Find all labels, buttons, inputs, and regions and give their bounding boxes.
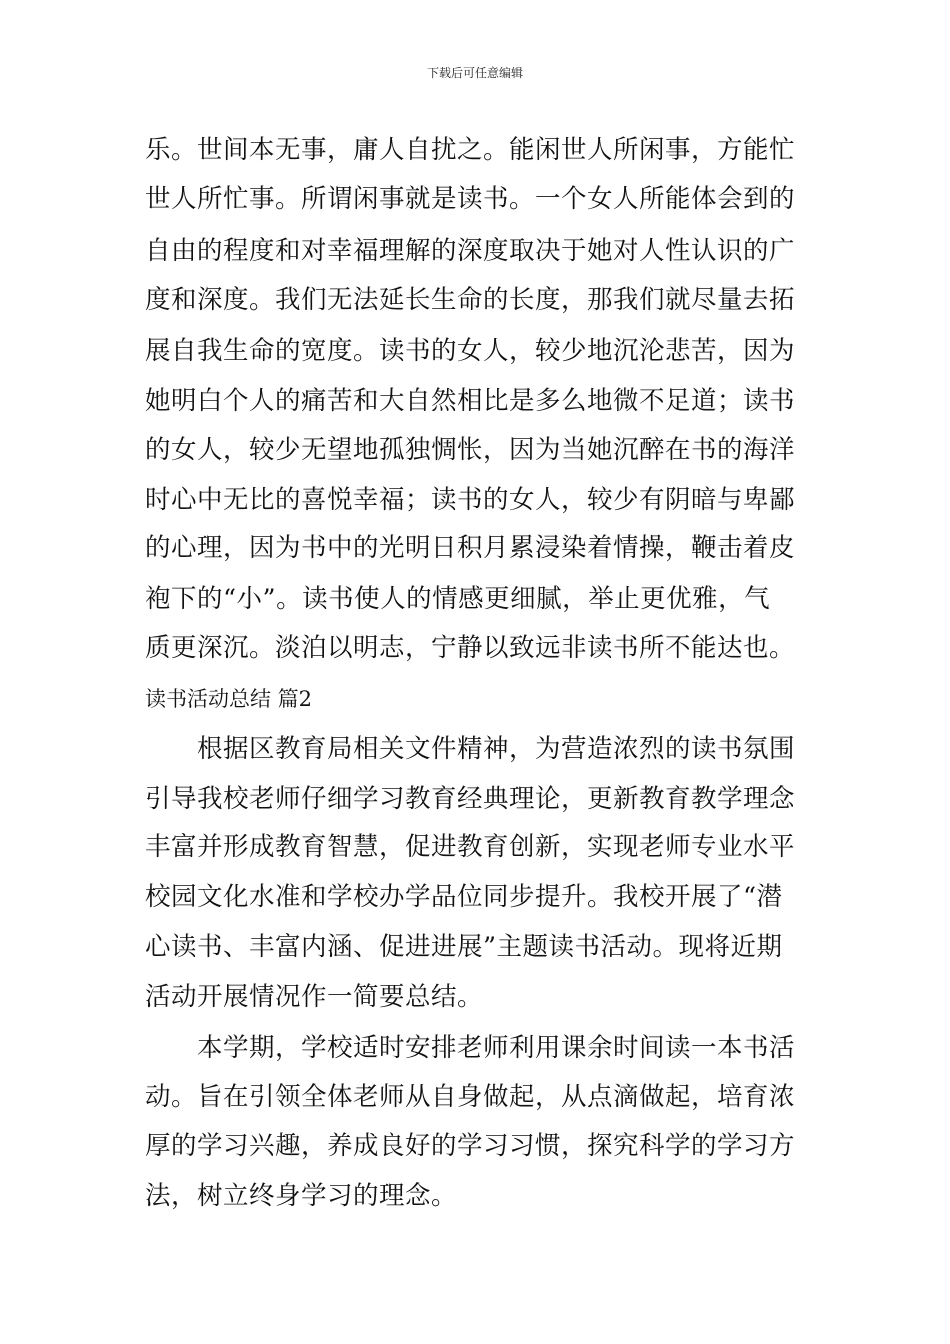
text-line: 丰富并形成教育智慧，促进教育创新，实现老师专业水平 (145, 832, 796, 862)
text-line: 她明白个人的痛苦和大自然相比是多么地微不足道；读书 (145, 386, 796, 416)
text-line: 袍下的“小”。读书使人的情感更细腻，举止更优雅，气 (145, 584, 771, 614)
page-header: 下载后可任意编辑 (426, 66, 523, 80)
text-line: 世人所忙事。所谓闲事就是读书。一个女人所能体会到的 (145, 184, 796, 214)
text-line: 活动开展情况作一简要总结。 (145, 982, 484, 1012)
text-line: 自由的程度和对幸福理解的深度取决于她对人性认识的广 (145, 236, 796, 266)
text-line: 厚的学习兴趣，养成良好的学习习惯，探究科学的学习方 (145, 1131, 796, 1161)
text-line: 心读书、丰富内涵、促进进展”主题读书活动。现将近期 (145, 932, 783, 962)
text-line: 度和深度。我们无法延长生命的长度，那我们就尽量去拓 (145, 285, 796, 315)
text-line: 引导我校老师仔细学习教育经典理论，更新教育教学理念 (145, 784, 796, 814)
text-line: 时心中无比的喜悦幸福；读书的女人，较少有阴暗与卑鄙 (145, 485, 796, 515)
text-line: 校园文化水准和学校办学品位同步提升。我校开展了“潜 (145, 882, 783, 912)
text-line: 的女人，较少无望地孤独惆怅，因为当她沉醉在书的海洋 (145, 435, 796, 465)
section-heading: 读书活动总结 篇2 (145, 687, 313, 711)
text-line: 乐。世间本无事，庸人自扰之。能闲世人所闲事，方能忙 (145, 135, 796, 165)
text-line: 根据区教育局相关文件精神，为营造浓烈的读书氛围 (197, 734, 796, 764)
text-line: 质更深沉。淡泊以明志，宁静以致远非读书所不能达也。 (145, 633, 796, 663)
text-line: 展自我生命的宽度。读书的女人，较少地沉沦悲苦，因为 (145, 336, 796, 366)
text-line: 动。旨在引领全体老师从自身做起，从点滴做起，培育浓 (145, 1082, 796, 1112)
text-line: 本学期，学校适时安排老师利用课余时间读一本书活 (197, 1033, 796, 1063)
text-line: 的心理，因为书中的光明日积月累浸染着情操，鞭击着皮 (145, 533, 796, 563)
text-line: 法，树立终身学习的理念。 (145, 1181, 458, 1211)
